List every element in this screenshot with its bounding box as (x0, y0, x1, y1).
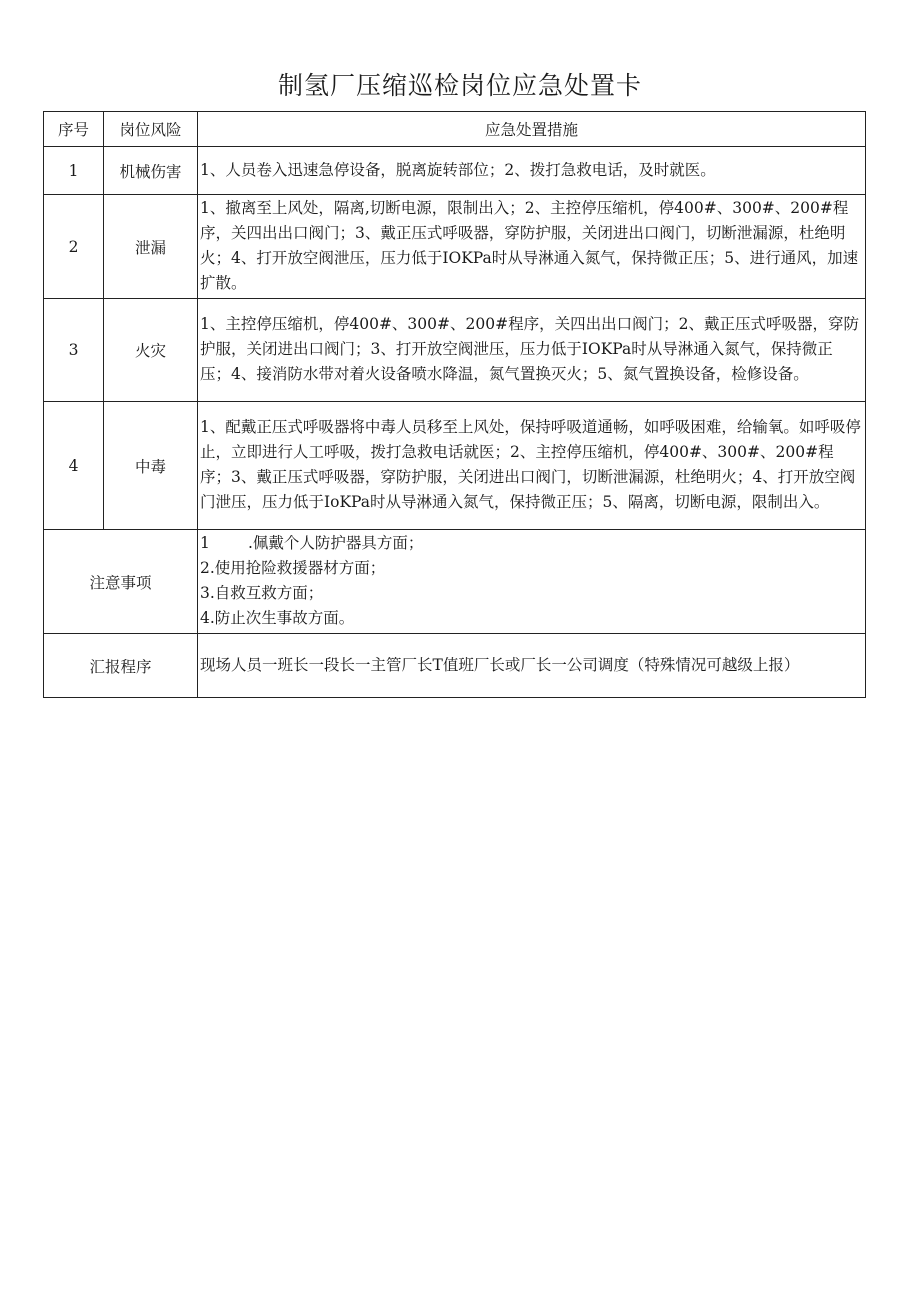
table-row (44, 402, 866, 530)
notes-content (198, 530, 866, 634)
row-measures: 1、配戴正压式呼吸器将中毒人员移至上风处，保持呼吸道通畅，如呼吸困难，给输氧。如呼吸停止，立即进行人工呼吸，拨打急救电话就医；2、主控停压缩机，停400#、300#、200#程序；3、戴正压式呼吸器，穿防护服，关闭进出口阀门，切断泄漏源，杜绝明火；4、打开放空阀门泄压，压力低于IoKPa时从导淋通入氮气，保持微正压；5、隔离，切断电源，限制出入。 (198, 402, 866, 530)
row-measures: 1、人员卷入迅速急停设备，脱离旋转部位；2、拨打急救电话，及时就医。 (198, 147, 866, 195)
emergency-card-table (43, 111, 866, 698)
row-risk: 机械伤害 (104, 147, 198, 195)
table-row (44, 195, 866, 299)
note-text: .佩戴个人防护器具方面； (248, 534, 424, 552)
table-header-row (44, 112, 866, 147)
note-item: 4.防止次生事故方面。 (200, 609, 355, 627)
row-risk: 火灾 (104, 299, 198, 402)
note-item: 2.使用抢险救援器材方面； (200, 559, 386, 577)
row-measures: 1、主控停压缩机，停400#、300#、200#程序，关四出出口阀门；2、戴正压式呼吸器，穿防护服，关闭进出口阀门；3、打开放空阀泄压，压力低于IOKPa时从导淋通入氮气，保持微正压；4、接消防水带对着火设备喷水降温，氮气置换灭火；5、氮气置换设备，检修设备。 (198, 299, 866, 402)
notes-label: 注意事项 (44, 530, 198, 634)
table-row (44, 299, 866, 402)
row-no: 2 (44, 195, 104, 299)
table-row (44, 147, 866, 195)
header-risk: 岗位风险 (104, 112, 198, 147)
row-measures: 1、撤离至上风处，隔离,切断电源，限制出入；2、主控停压缩机，停400#、300#、200#程序，关四出出口阀门；3、戴正压式呼吸器，穿防护服，关闭进出口阀门，切断泄漏源，杜绝明火；4、打开放空阀泄压，压力低于IOKPa时从导淋通入氮气，保持微正压；5、进行通风，加速扩散。 (198, 195, 866, 299)
note-number: 1 (200, 534, 210, 552)
row-no: 3 (44, 299, 104, 402)
page-title: 制氢厂压缩巡检岗位应急处置卡 (277, 71, 642, 100)
note-item: 3.自救互救方面； (200, 584, 324, 602)
note-item (200, 531, 861, 556)
header-measures: 应急处置措施 (198, 112, 866, 147)
report-label: 汇报程序 (44, 634, 198, 698)
row-risk: 泄漏 (104, 195, 198, 299)
report-row (44, 634, 866, 698)
report-content: 现场人员一班长一段长一主管厂长T值班厂长或厂长一公司调度（特殊情况可越级上报） (198, 634, 866, 698)
row-no: 4 (44, 402, 104, 530)
notes-row (44, 530, 866, 634)
header-no: 序号 (44, 112, 104, 147)
row-risk: 中毒 (104, 402, 198, 530)
row-no: 1 (44, 147, 104, 195)
